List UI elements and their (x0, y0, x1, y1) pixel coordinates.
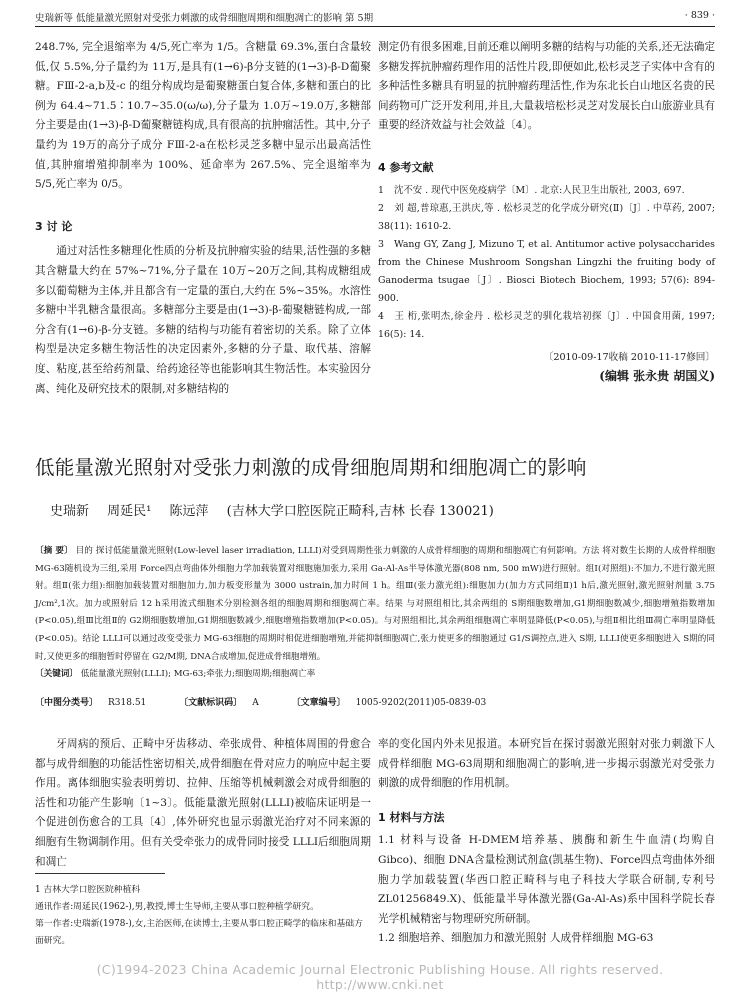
artno-value: 1005-9202(2011)05-0839-03 (355, 698, 487, 708)
references-title: 4 参考文献 (378, 160, 434, 174)
author-name: 陈远萍 (169, 504, 209, 519)
conclusion-paragraph: 测定仍有很多困难,目前还难以阐明多糖的结构与功能的关系,还无法确定多糖发挥抗肿瘤药理作用的活性片段,即便如此,松杉灵芝子实体中含有的多种活性多糖具有明显的抗肿瘤药理活性,作为东北长白山地区名贵的民间药物可广泛开发利用,并且,大量栽培松杉灵芝对发展长白山旅游业具有重要的经济效益与社会效益〔4〕。 (378, 41, 715, 132)
top-right-column (378, 38, 715, 387)
intro-paragraph: 牙周病的预后、正畸中牙齿移动、牵张成骨、种植体周围的骨愈合都与成骨细胞的功能活性密切相关,成骨细胞在骨对应力的响应中起主要作用。离体细胞实验表明剪切、拉伸、压缩等机械刺激会对成骨细胞的活性和功能产生影响〔1~3〕。低能量激光照射(LLLI)被临床证明是一个促进创伤愈合的工具〔4〕,体外研究也显示弱激光治疗对不同来源的细胞有生物调制作用。但有关受牵张力的成骨同时接受 LLLI后细胞周期和凋亡 (35, 738, 371, 868)
abstract-block (35, 543, 715, 684)
discussion-paragraph: 通过对活性多糖理化性质的分析及抗肿瘤实验的结果,活性强的多糖其含糖量大约在 57%~71%,分子量在 10万~20万之间,其构成糖组成多以葡萄糖为主体,并且都含有一定量的蛋白,大约在 5%~35%。水溶性多糖中半乳糖含量很高。多糖部分主要是由(1→3)-β-葡聚糖链构成,一部分含有(1→6)-β-分支链。多糖的结构与功能有着密切的关系。除了立体构型是决定多糖生物活性的决定因素外,多糖的分子量、取代基、溶解度、粘度,甚至给药剂量、给药途径等也能影响其生物活性。本实验因分离、纯化及研究技术的限制,对多糖结构的 (35, 245, 371, 395)
footnote-item: 通讯作者:周延民(1962-),男,教授,博士生导师,主要从事口腔种植学研究。 (35, 902, 319, 912)
reference-item: 3 Wang GY, Zang J, Mizuno T, et al. Antitumor active polysaccharides from the Chinese Mushroom Songshan Lingzhi the fruiting body of Ganoderma tsugae〔J〕. Biosci Biotech Biochem, 1993; 57(6): 894-900. (378, 238, 715, 304)
author-name: 史瑞新 (50, 504, 90, 519)
footnotes (35, 882, 371, 950)
class-value: R318.51 (108, 698, 147, 708)
section-1-title: 1 材料与方法 (378, 810, 445, 824)
running-title: 史瑞新等 低能量激光照射对受张力刺激的成骨细胞周期和细胞凋亡的影响 第 5期 (35, 13, 374, 24)
editor-line: (编辑 张永贵 胡国义) (599, 369, 715, 384)
footnote-item: 第一作者:史瑞新(1978-),女,主治医师,在读博士,主要从事口腔正畸学的临床和基础方面研究。 (35, 919, 363, 946)
reference-item: 2 刘 超,普琼惠,王洪庆,等 . 松杉灵芝的化学成分研究(Ⅱ)〔J〕. 中草药, 2007; 38(11): 1610-2. (378, 202, 715, 232)
page-number: · 839 · (684, 10, 715, 21)
footnote-item: 1 吉林大学口腔医院种植科 (35, 885, 141, 895)
received-dates: 〔2010-09-17收稿 2010-11-17修回〕 (543, 351, 715, 363)
reference-item: 1 沈不安 . 现代中医免疫病学〔M〕. 北京:人民卫生出版社, 2003, 697. (378, 184, 685, 196)
author-affiliation: (吉林大学口腔医院正畸科,吉林 长春 130021) (226, 504, 494, 519)
reference-list (378, 182, 715, 344)
keywords-text: 低能量激光照射(LLLI); MG-63;牵张力;细胞周期;细胞凋亡率 (80, 669, 316, 680)
abstract-label: 〔摘 要〕 (35, 546, 73, 556)
body-right-column (378, 735, 715, 949)
keywords-label: 〔关键词〕 (35, 669, 78, 680)
running-header (35, 10, 715, 24)
footnote-rule (35, 873, 165, 874)
results-paragraph: 248.7%, 完全退缩率为 4/5,死亡率为 1/5。含糖量 69.3%,蛋白含量较低,仅 5.5%,分子量约为 11万,是具有(1→6)-β分支链的(1→3)-β-D葡聚糖。FⅢ-2-a,b及-c 的组分构成均是葡聚糖蛋白复合体,多糖和蛋白的比例为 64.4~71.5∶10.7~35.0(ω/ω),分子量为 1.0万~19.0万,多糖部分主要是由(1→3)-β-D葡聚糖链构成,具有很高的抗肿瘤活性。其中,分子量约为 19万的高分子成分 FⅢ-2-a在松杉灵芝多糖中显示出最高活性值,其肿瘤增殖抑制率为 100%、延命率为 267.5%、完全退缩率为 5/5,死亡率为 0/5。 (35, 41, 371, 191)
author-name: 周延民¹ (107, 504, 152, 519)
article-title: 低能量激光照射对受张力刺激的成骨细胞周期和细胞凋亡的影响 (35, 456, 587, 479)
reference-item: 4 王 桁,张明杰,徐金丹 . 松杉灵芝的驯化栽培初探〔J〕. 中国食用菌, 1997; 16(5): 14. (378, 310, 715, 340)
author-line (50, 500, 508, 519)
body-left-column (35, 735, 371, 872)
intro-continued: 率的变化国内外未见报道。本研究旨在探讨弱激光照射对张力刺激下人成骨样细胞 MG-63周期和细胞凋亡的影响,进一步揭示弱激光对受张力刺激的成骨细胞的作用机制。 (378, 738, 715, 790)
copyright-footer: (C)1994-2023 China Academic Journal Electronic Publishing House. All rights reserved. http://www.cnki.net (96, 962, 664, 992)
top-left-column (35, 38, 371, 399)
class-label: 〔中图分类号〕 (35, 698, 99, 708)
header-rule (35, 26, 715, 27)
section-1-1: 1.1 材料与设备 H-DMEM培养基、胰酶和新生牛血清(均购自 Gibco)、细胞 DNA含量检测试剂盒(凯基生物)、Force四点弯曲体外细胞力学加载装置(华西口腔正畸科与电子科技大学联合研制,专利号 ZL01256849.X)、低能量半导体激光器(Ga-Al-As)系中国科学院长春光学机械精密与物理研究所研制。 (378, 834, 715, 925)
doccode-value: A (252, 698, 259, 708)
classification-line (35, 695, 715, 708)
section-3-title: 3 讨 论 (35, 219, 73, 233)
abstract-text: 目的 探讨低能量激光照射(Low-level laser irradiation, LLLI)对受到周期性张力刺激的人成骨样细胞的周期和细胞凋亡有何影响。方法 将对数生长期的人成骨样细胞 MG-63随机设为三组,采用 Force四点弯曲体外细胞力学加载装置对细胞施加张力,采用 Ga-Al-As半导体激光器(808 nm, 500 mW)进行照射。组Ⅰ(对照组):不加力,不进行激光照射。组Ⅱ(张力组):细胞加载装置对细胞加力,加力板变形量为 3000 ustrain,加力时间 1 h。组Ⅲ(张力激光组):细胞加力(加力方式同组Ⅱ)1 h后,激光照射,激光照射剂量 3.75 J/cm²,1次。加力或照射后 12 h采用流式细胞术分别检测各组的细胞周期和细胞凋亡率。结果 与对照组相比,其余两组的 S期细胞数增加,G1期细胞数减少,细胞增殖指数增加(P<0.05),组Ⅲ比组Ⅱ的 G2期细胞数增加,G1期细胞数减少,细胞增殖指数增加(P<0.05)。与对照组相比,其余两组细胞凋亡率明显降低(P<0.05),与组Ⅱ相比组Ⅲ凋亡率明显降低(P<0.05)。结论 LLLI可以通过改变受张力 MG-63细胞的周期时相促进细胞增殖,并能抑制细胞凋亡,张力使更多的细胞通过 G1/S调控点,进入 S期, LLLI使更多细胞进入 S期的同时,又使更多的细胞暂时停留在 G2/M期, DNA合成增加,促进成骨细胞增殖。 (35, 546, 716, 662)
artno-label: 〔文章编号〕 (291, 698, 346, 708)
doccode-label: 〔文献标识码〕 (179, 698, 243, 708)
section-1-2: 1.2 细胞培养、细胞加力和激光照射 人成骨样细胞 MG-63 (378, 932, 654, 945)
